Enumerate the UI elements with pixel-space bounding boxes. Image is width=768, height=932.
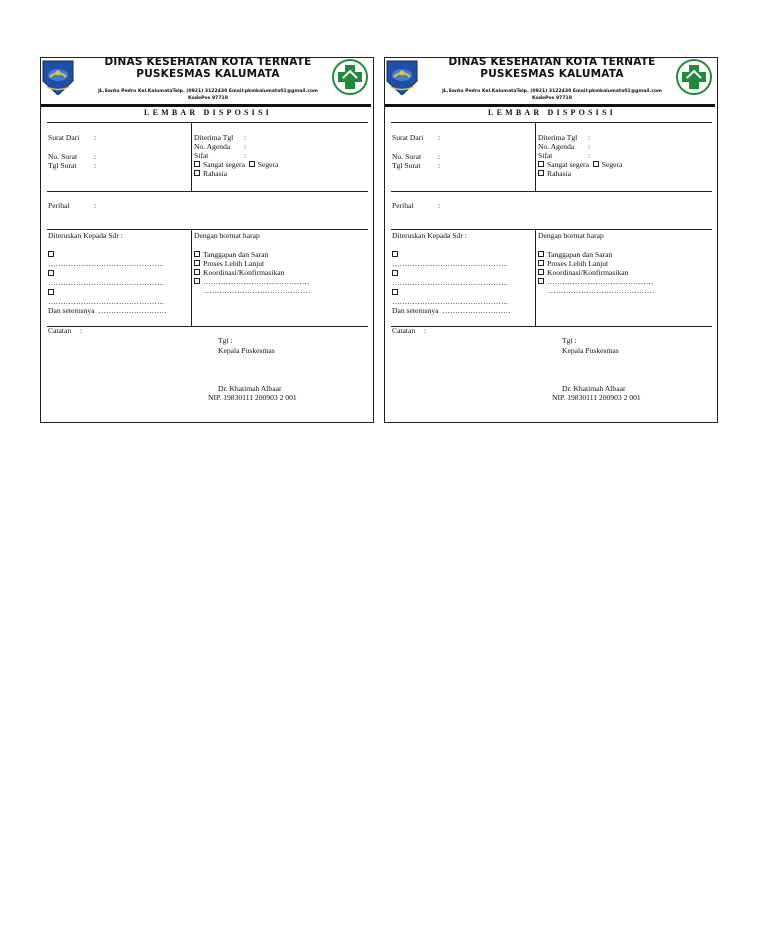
label-kepala: Kepala Puskesmas xyxy=(218,346,275,355)
label-tgl: Tgl : xyxy=(562,336,577,345)
recipient-line xyxy=(48,288,57,297)
clinic-title: PUSKESMAS KALUMATA xyxy=(480,68,624,80)
label-diteruskan: Diteruskan Kepada Sdr : xyxy=(392,231,467,240)
letterhead xyxy=(385,58,719,105)
option-urgency: Sangat segera Segera xyxy=(538,160,622,169)
recipient-dots: ………………………………………. xyxy=(392,259,508,268)
divider xyxy=(391,326,712,327)
postal-code: KodePos 97718 xyxy=(188,96,228,101)
recipient-line xyxy=(392,250,401,259)
label-tgl: Tgl : xyxy=(218,336,233,345)
label-no-surat: No. Surat : xyxy=(48,152,97,161)
label-tgl-surat: Tgl Surat : xyxy=(48,161,97,170)
divider xyxy=(47,122,368,123)
checkbox-icon xyxy=(538,161,544,167)
signer-nip: NIP. 19830111 200903 2 001 xyxy=(552,393,641,402)
label-no-agenda: No. Agenda : xyxy=(538,142,591,151)
header-rule xyxy=(385,104,715,107)
divider xyxy=(47,229,368,230)
divider xyxy=(391,229,712,230)
health-cross-logo xyxy=(331,59,369,95)
checkbox-icon xyxy=(194,269,200,275)
agency-title: DINAS KESEHATAN KOTA TERNATE xyxy=(104,56,312,68)
recipient-dots: ………………………………………. xyxy=(392,278,508,287)
option-other: …………………………………… xyxy=(194,277,309,286)
checkbox-icon xyxy=(194,278,200,284)
label-perihal: Perihal : xyxy=(48,201,97,210)
recipient-dots: ………………………………………. xyxy=(48,297,164,306)
signer-name: Dr. Khatimah Albaar xyxy=(218,384,282,393)
disposition-sheet-right xyxy=(384,57,718,423)
option-rahasia: Rahasia xyxy=(194,169,227,178)
checkbox-icon xyxy=(538,269,544,275)
recipient-dots: ………………………………………. xyxy=(392,297,508,306)
option-other-dots: …………………………………… xyxy=(548,286,655,295)
disposition-sheet-left xyxy=(40,57,374,423)
checkbox-icon xyxy=(48,289,54,295)
letterhead xyxy=(41,58,375,105)
checkbox-icon xyxy=(538,260,544,266)
health-cross-logo xyxy=(675,59,713,95)
signer-name: Dr. Khatimah Albaar xyxy=(562,384,626,393)
label-catatan: Catatan : xyxy=(392,326,427,335)
checkbox-icon xyxy=(48,270,54,276)
label-diteruskan: Diteruskan Kepada Sdr : xyxy=(48,231,123,240)
option-tanggapan: Tanggapan dan Saran xyxy=(194,250,268,259)
recipient-line xyxy=(48,269,57,278)
option-koordinasi: Koordinasi/Konfirmasikan xyxy=(194,268,284,277)
checkbox-icon xyxy=(392,289,398,295)
option-rahasia: Rahasia xyxy=(538,169,571,178)
divider xyxy=(391,122,712,123)
address-line: JL.Santo Pedro Kel.KalumataTelp. (0921) 3122430 Email:pkmkalumata01@gmail.com xyxy=(442,89,662,94)
option-urgency: Sangat segera Segera xyxy=(194,160,278,169)
checkbox-icon xyxy=(392,251,398,257)
option-proses: Proses Lebih Lanjut xyxy=(538,259,608,268)
label-no-agenda: No. Agenda : xyxy=(194,142,247,151)
label-surat-dari: Surat Dari : xyxy=(392,133,441,142)
label-perihal: Perihal : xyxy=(392,201,441,210)
divider xyxy=(391,191,712,192)
checkbox-icon xyxy=(194,260,200,266)
label-sifat: Sifat : xyxy=(538,151,591,160)
recipient-dots: ………………………………………. xyxy=(48,278,164,287)
checkbox-icon xyxy=(593,161,599,167)
checkbox-icon xyxy=(538,170,544,176)
checkbox-icon xyxy=(538,251,544,257)
divider xyxy=(191,230,192,326)
label-diterima-tgl: Diterima Tgl : xyxy=(194,133,247,142)
postal-code: KodePos 97718 xyxy=(532,96,572,101)
label-diterima-tgl: Diterima Tgl : xyxy=(538,133,591,142)
checkbox-icon xyxy=(538,278,544,284)
divider xyxy=(47,191,368,192)
recipient-line xyxy=(392,288,401,297)
option-other-dots: …………………………………… xyxy=(204,286,311,295)
option-proses: Proses Lebih Lanjut xyxy=(194,259,264,268)
recipient-dots: ………………………………………. xyxy=(48,259,164,268)
checkbox-icon xyxy=(194,170,200,176)
checkbox-icon xyxy=(392,270,398,276)
divider xyxy=(535,230,536,326)
signer-nip: NIP. 19830111 200903 2 001 xyxy=(208,393,297,402)
label-no-surat: No. Surat : xyxy=(392,152,441,161)
checkbox-icon xyxy=(194,161,200,167)
form-title: LEMBAR DISPOSISI xyxy=(488,108,616,117)
divider xyxy=(47,326,368,327)
recipient-line xyxy=(392,269,401,278)
label-kepala: Kepala Puskesmas xyxy=(562,346,619,355)
label-surat-dari: Surat Dari : xyxy=(48,133,97,142)
agency-title: DINAS KESEHATAN KOTA TERNATE xyxy=(448,56,656,68)
label-dengan-hormat: Dengan hormat harap xyxy=(538,231,604,240)
option-other: …………………………………… xyxy=(538,277,653,286)
checkbox-icon xyxy=(249,161,255,167)
label-dan-seterusnya: Dan seterusnya ……………………… xyxy=(392,306,511,315)
option-koordinasi: Koordinasi/Konfirmasikan xyxy=(538,268,628,277)
label-catatan: Catatan : xyxy=(48,326,83,335)
label-dengan-hormat: Dengan hormat harap xyxy=(194,231,260,240)
option-tanggapan: Tanggapan dan Saran xyxy=(538,250,612,259)
divider xyxy=(191,123,192,191)
header-rule xyxy=(41,104,371,107)
address-line: JL.Santo Pedro Kel.KalumataTelp. (0921) 3122430 Email:pkmkalumata01@gmail.com xyxy=(98,89,318,94)
label-dan-seterusnya: Dan seterusnya ……………………… xyxy=(48,306,167,315)
clinic-title: PUSKESMAS KALUMATA xyxy=(136,68,280,80)
label-sifat: Sifat : xyxy=(194,151,247,160)
label-tgl-surat: Tgl Surat : xyxy=(392,161,441,170)
recipient-line xyxy=(48,250,57,259)
checkbox-icon xyxy=(48,251,54,257)
form-title: LEMBAR DISPOSISI xyxy=(144,108,272,117)
divider xyxy=(535,123,536,191)
checkbox-icon xyxy=(194,251,200,257)
